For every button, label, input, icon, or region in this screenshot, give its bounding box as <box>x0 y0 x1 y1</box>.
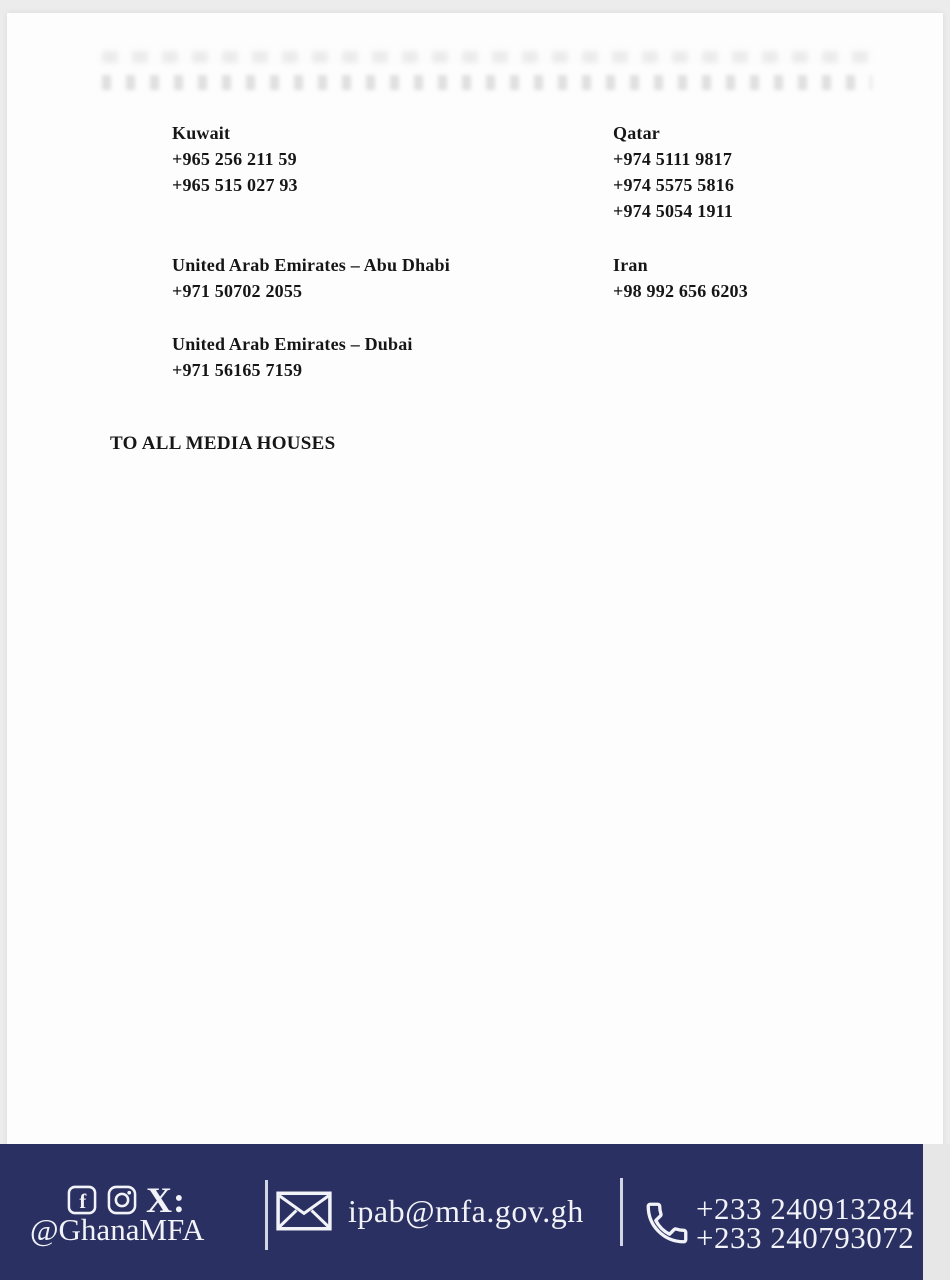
document-page <box>7 13 943 1280</box>
phone-group <box>642 1191 915 1255</box>
footer-divider <box>265 1180 268 1250</box>
phone-number: +974 5575 5816 <box>613 175 735 195</box>
phone-numbers <box>696 1191 915 1255</box>
contact-block-iran <box>613 252 748 304</box>
footer-banner <box>0 1144 923 1280</box>
country-name: United Arab Emirates – Abu Dhabi <box>172 255 450 275</box>
contact-block-qatar <box>613 120 734 224</box>
country-name: Kuwait <box>172 123 231 143</box>
email-group <box>276 1190 584 1232</box>
phone-number: +965 256 211 59 <box>172 149 297 169</box>
envelope-icon <box>276 1190 332 1232</box>
phone-number: +974 5054 1911 <box>613 201 734 221</box>
email-address: ipab@mfa.gov.gh <box>348 1192 584 1229</box>
phone-number: +98 992 656 6203 <box>613 281 748 301</box>
country-name: Qatar <box>613 123 660 143</box>
phone-number: +965 515 027 93 <box>172 175 298 195</box>
phone-number: +233 240913284 <box>696 1191 915 1226</box>
contact-block-uae-abu-dhabi <box>172 252 450 304</box>
svg-text:f: f <box>79 1191 87 1213</box>
country-name: United Arab Emirates – Dubai <box>172 334 413 354</box>
x-twitter-label: X: <box>146 1180 186 1220</box>
page-edge <box>923 1144 950 1280</box>
country-name: Iran <box>613 255 648 275</box>
phone-number: +971 50702 2055 <box>172 281 303 301</box>
addressee-line: TO ALL MEDIA HOUSES <box>110 433 336 454</box>
contact-block-uae-dubai <box>172 331 413 383</box>
ghost-text-bleedthrough <box>102 51 872 63</box>
phone-icon <box>642 1198 692 1248</box>
phone-number: +971 56165 7159 <box>172 360 303 380</box>
phone-number: +233 240793072 <box>696 1220 915 1255</box>
phone-number: +974 5111 9817 <box>613 149 733 169</box>
social-handle: @GhanaMFA <box>30 1212 205 1247</box>
ghost-text-bleedthrough <box>102 75 872 90</box>
contact-block-kuwait <box>172 120 298 198</box>
footer-divider <box>620 1178 623 1246</box>
